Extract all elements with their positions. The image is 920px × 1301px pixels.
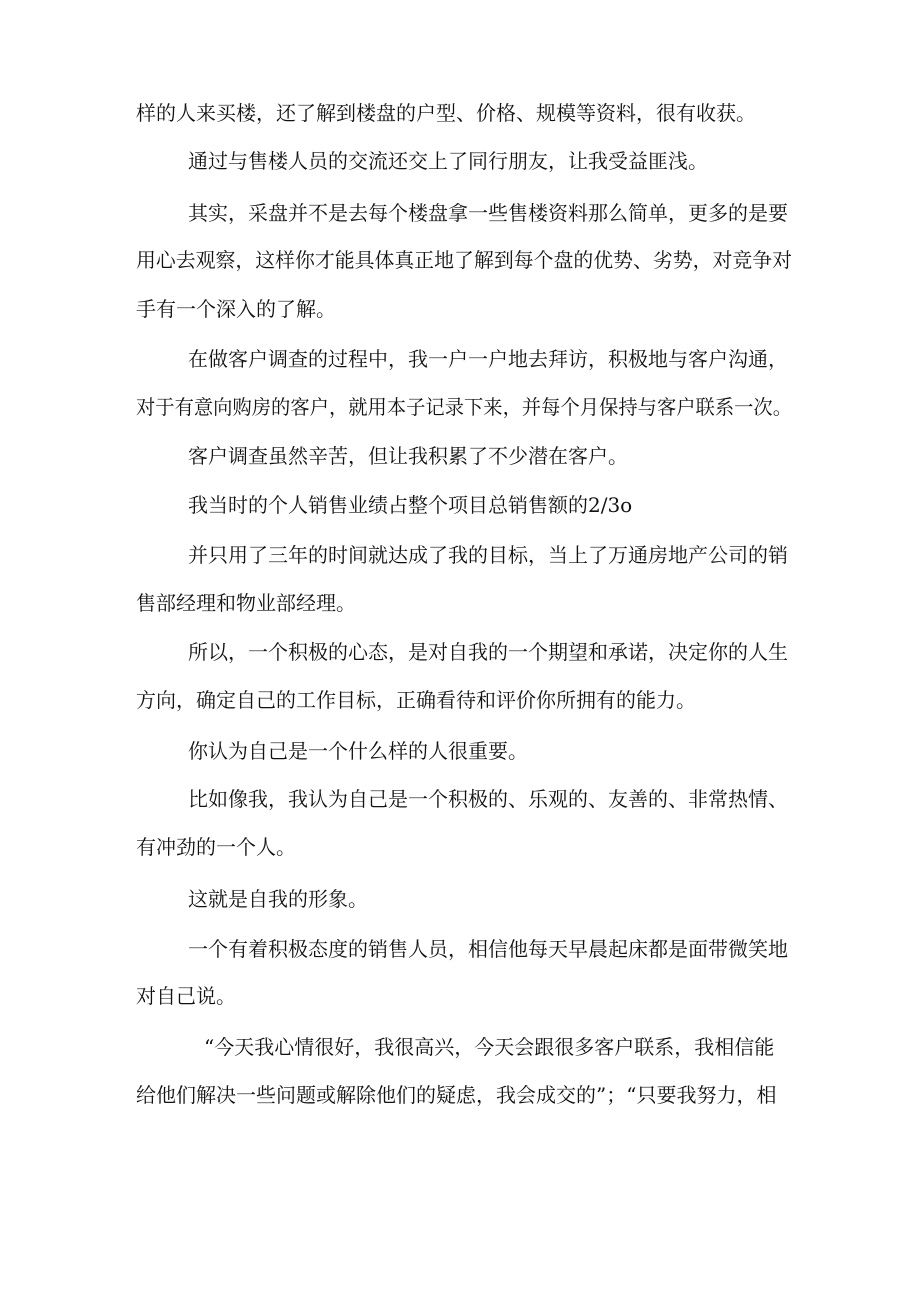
line-text: 有冲劲的一个人。 xyxy=(136,835,296,859)
line-text: “今天我心情很好，我很高兴，今天会跟很多客户联系，我相信能 xyxy=(204,1035,775,1059)
text-line-20 xyxy=(0,1032,920,1062)
text-line-11 xyxy=(0,588,920,618)
text-line-14 xyxy=(0,736,920,766)
text-line-7 xyxy=(0,392,920,422)
line-text: 我当时的个人销售业绩占整个项目总销售额的2/3o xyxy=(188,493,633,517)
line-text: 通过与售楼人员的交流还交上了同行朋友，让我受益匪浅。 xyxy=(188,149,708,173)
line-text: 并只用了三年的时间就达成了我的目标，当上了万通房地产公司的销 xyxy=(188,543,788,567)
line-text: 对自己说。 xyxy=(136,984,236,1008)
text-line-9 xyxy=(0,490,920,520)
text-line-5 xyxy=(0,294,920,324)
line-text: 方向，确定自己的工作目标，正确看待和评价你所拥有的能力。 xyxy=(136,688,696,712)
line-text: 在做客户调查的过程中，我一户一户地去拜访，积极地与客户沟通， xyxy=(188,347,788,371)
line-text: 一个有着积极态度的销售人员，相信他每天早晨起床都是面带微笑地 xyxy=(188,937,788,961)
line-text: 你认为自己是一个什么样的人很重要。 xyxy=(188,739,528,763)
text-line-13 xyxy=(0,685,920,715)
line-text: 其实，采盘并不是去每个楼盘拿一些售楼资料那么简单，更多的是要 xyxy=(188,201,788,225)
text-line-6 xyxy=(0,344,920,374)
text-line-19 xyxy=(0,981,920,1011)
text-line-8 xyxy=(0,441,920,471)
text-line-3 xyxy=(0,198,920,228)
text-line-2 xyxy=(0,146,920,176)
line-text: 对于有意向购房的客户，就用本子记录下来，并每个月保持与客户联系一次。 xyxy=(136,395,792,419)
line-text: 手有一个深入的了解。 xyxy=(136,297,336,321)
line-text: 这就是自我的形象。 xyxy=(188,887,368,911)
line-text: 客户调查虽然辛苦，但让我积累了不少潜在客户。 xyxy=(188,444,628,468)
text-line-16 xyxy=(0,832,920,862)
line-text: 所以，一个积极的心态，是对自我的一个期望和承诺，决定你的人生 xyxy=(188,640,788,664)
text-line-10 xyxy=(0,540,920,570)
line-text: 样的人来买楼，还了解到楼盘的户型、价格、规模等资料，很有收获。 xyxy=(136,101,756,125)
line-text: 给他们解决一些问题或解除他们的疑虑，我会成交的”；“只要我努力，相 xyxy=(136,1083,777,1107)
text-line-17 xyxy=(0,884,920,914)
line-text: 售部经理和物业部经理。 xyxy=(136,591,356,615)
text-line-1 xyxy=(0,98,920,128)
text-line-21 xyxy=(0,1080,920,1110)
text-line-18 xyxy=(0,934,920,964)
text-line-15 xyxy=(0,784,920,814)
text-line-12 xyxy=(0,637,920,667)
text-line-4 xyxy=(0,245,920,275)
line-text: 用心去观察，这样你才能具体真正地了解到每个盘的优势、劣势，对竞争对 xyxy=(136,248,792,272)
line-text: 比如像我，我认为自己是一个积极的、乐观的、友善的、非常热情、 xyxy=(188,787,788,811)
